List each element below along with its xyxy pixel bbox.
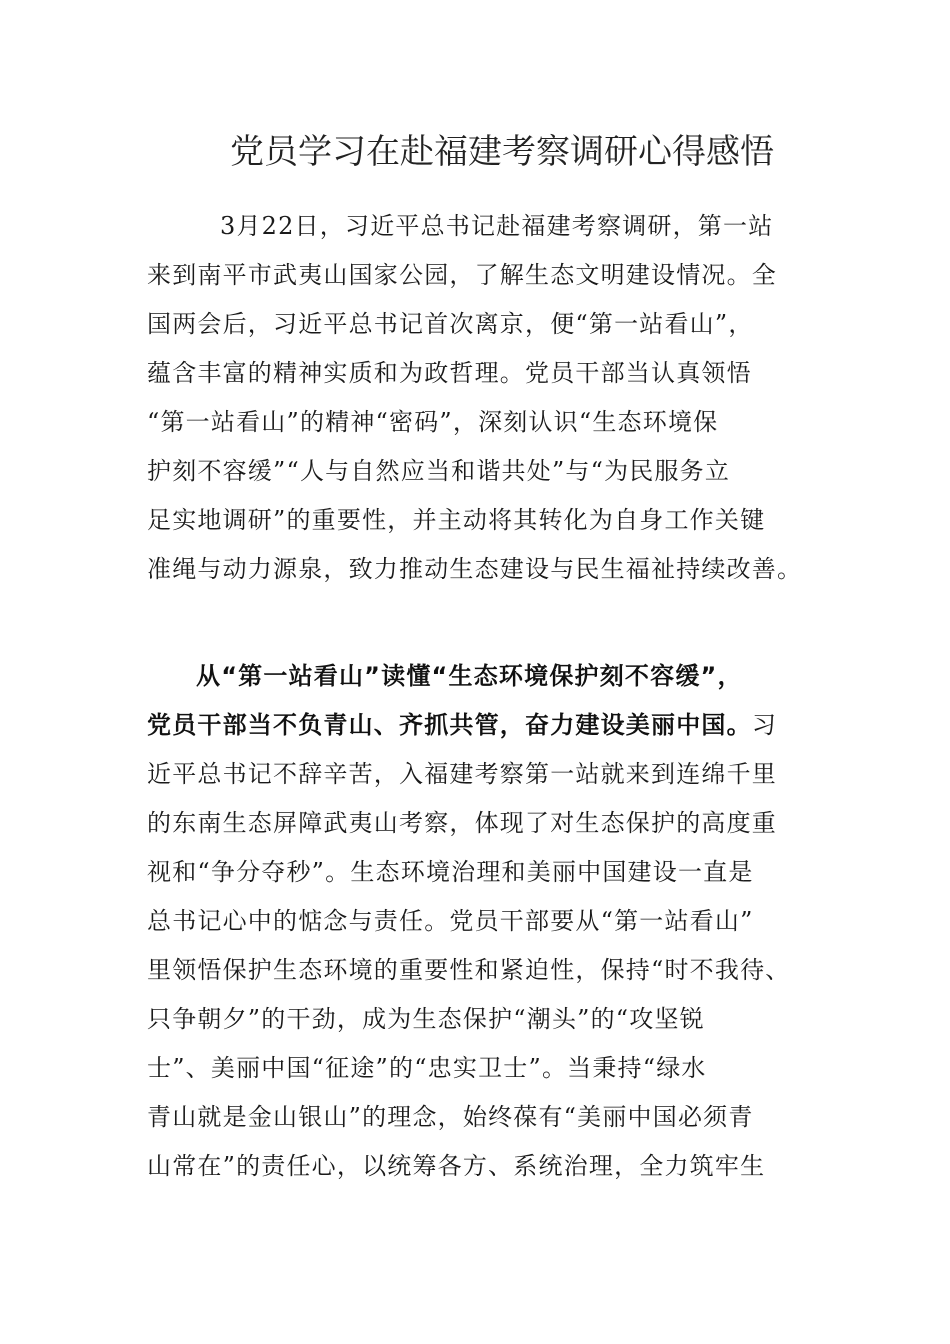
paragraph-1-line-5: “第一站看山”的精神“密码”，深刻认识“生态环境保 [147,408,719,436]
section-heading-line-2 [147,701,777,749]
paragraph-2-line-3: 视和“争分夺秒”。生态环境治理和美丽中国建设一直是 [147,858,754,886]
section-heading-line-2-bold: 党员干部当不负青山、齐抓共管，奋力建设美丽中国。 [147,711,752,739]
paragraph-2-line-7: 士”、美丽中国“征途”的“忠实卫士”。当秉持“绿水 [147,1054,707,1082]
paragraph-1-line-2: 来到南平市武夷山国家公园，了解生态文明建设情况。全 [147,261,777,289]
paragraph-2-line-4: 总书记心中的惦念与责任。党员干部要从“第一站看山” [147,907,754,935]
paragraph-2-line-9: 山常在”的责任心，以统筹各方、系统治理，全力筑牢生 [147,1152,766,1180]
paragraph-2-line-6: 只争朝夕”的干劲，成为生态保护“潮头”的“攻坚锐 [147,1005,705,1033]
paragraph-2-line-1: 近平总书记不辞辛苦，入福建考察第一站就来到连绵千里 [147,760,777,788]
paragraph-1-line-1: 3月22日，习近平总书记赴福建考察调研，第一站 [220,212,774,240]
paragraph-2-line-8: 青山就是金山银山”的理念，始终葆有“美丽中国必须青 [147,1103,754,1131]
paragraph-2-line-2: 的东南生态屏障武夷山考察，体现了对生态保护的高度重 [147,809,777,837]
document-title: 党员学习在赴福建考察调研心得感悟 [230,132,774,172]
section-heading-line-2-tail: 习 [751,711,778,739]
paragraph-1-line-3: 国两会后，习近平总书记首次离京，便“第一站看山”， [147,310,754,338]
paragraph-1-line-6: 护刻不容缓”“人与自然应当和谐共处”与“为民服务立 [147,457,731,485]
paragraph-1-line-7: 足实地调研”的重要性，并主动将其转化为自身工作关键 [147,506,766,534]
paragraph-1-line-4: 蕴含丰富的精神实质和为政哲理。党员干部当认真领悟 [147,359,752,387]
paragraph-1-line-8: 准绳与动力源泉，致力推动生态建设与民生福祉持续改善。 [147,555,803,583]
section-heading-line-1: 从“第一站看山”读懂“生态环境保护刻不容缓”， [196,662,743,690]
paragraph-2-line-5: 里领悟保护生态环境的重要性和紧迫性，保持“时不我待、 [147,956,791,984]
